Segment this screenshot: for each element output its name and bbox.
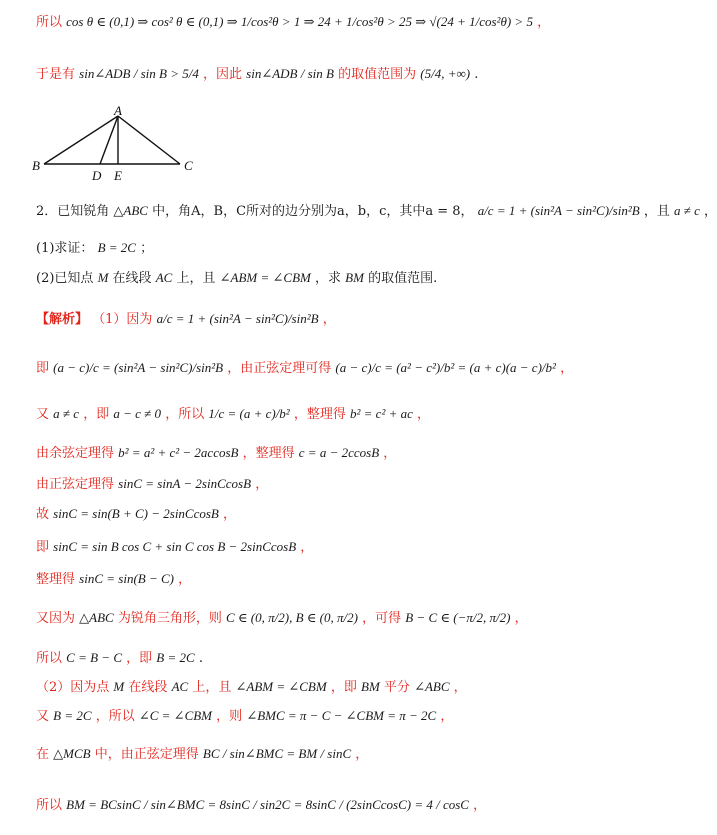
math-expr: ∠BMC = π − C − ∠CBM = π − 2C	[246, 708, 437, 723]
text: .	[474, 67, 479, 82]
text: (1)求证：	[36, 241, 94, 256]
label-c: C	[184, 158, 193, 173]
text: （1）因为	[92, 312, 153, 327]
math-expr: (a − c)/c = (a² − c²)/b² = (a + c)(a − c)/b²	[335, 360, 556, 375]
line-11	[36, 506, 236, 523]
text: ，	[322, 312, 336, 327]
math-expr: BM	[345, 270, 364, 285]
text: ，求	[314, 271, 341, 286]
text: ，且	[643, 204, 670, 219]
line-17	[36, 708, 453, 725]
text: 由正弦定理得	[36, 477, 115, 492]
math-expr: △ABC	[79, 610, 114, 625]
text: ，即	[126, 651, 153, 666]
math-expr: sin∠ADB / sin B > 5/4	[79, 66, 199, 81]
math-expr: △ABC	[113, 203, 148, 218]
math-expr: a/c = 1 + (sin²A − sin²C)/sin²B	[156, 311, 319, 326]
math-expr: B = 2C	[53, 708, 92, 723]
text: 又	[36, 709, 50, 724]
text: ，因此	[203, 67, 243, 82]
line-13	[36, 571, 191, 588]
text: ，	[453, 680, 467, 695]
text: 整理得	[36, 572, 76, 587]
triangle-figure	[30, 103, 230, 188]
label-a: A	[114, 103, 122, 118]
text: 中，角A，B，C所对的边分别为a，b，c，其中a = 8，	[152, 204, 474, 219]
text: 为锐角三角形，则	[117, 611, 222, 626]
line-18	[36, 746, 368, 763]
math-expr: AC	[155, 270, 173, 285]
math-expr: a/c = 1 + (sin²A − sin²C)/sin²B	[477, 203, 640, 218]
analysis-tag: 【解析】	[36, 312, 89, 327]
line-15	[36, 650, 203, 667]
math-expr: sinC = sin(B − C)	[79, 571, 174, 586]
text: 在线段	[128, 680, 168, 695]
math-expr: B − C ∈ (−π/2, π/2)	[405, 610, 511, 625]
text: 上，且	[176, 271, 216, 286]
text: 于是有	[36, 67, 76, 82]
line-16	[36, 679, 467, 696]
text: ，由正弦定理可得	[227, 361, 332, 376]
math-expr: sinC = sinA − 2sinCcosB	[118, 476, 252, 491]
math-expr: sinC = sin(B + C) − 2sinCcosB	[53, 506, 219, 521]
text: 2．已知锐角	[36, 204, 110, 219]
text: (2)已知点	[36, 271, 94, 286]
math-expr: b² = a² + c² − 2accosB	[118, 445, 239, 460]
math-expr: M	[113, 679, 125, 694]
math-expr: a ≠ c	[673, 203, 700, 218]
line-14	[36, 610, 528, 627]
line-6	[36, 311, 336, 328]
math-expr: a − c ≠ 0	[113, 406, 162, 421]
text: ，即	[83, 407, 110, 422]
text: ，所以	[95, 709, 135, 724]
text: 在线段	[112, 271, 152, 286]
text: 平分	[383, 680, 410, 695]
math-expr: a ≠ c	[53, 406, 80, 421]
line-10	[36, 476, 268, 493]
text: ，	[300, 540, 314, 555]
line-5	[36, 270, 437, 287]
text: ，	[383, 446, 397, 461]
math-expr: ∠C = ∠CBM	[138, 708, 213, 723]
math-expr: sin∠ADB / sin B	[246, 66, 334, 81]
line-12	[36, 539, 313, 556]
text: 所以	[36, 651, 63, 666]
label-d: D	[92, 168, 102, 183]
line-1	[36, 14, 550, 31]
math-expr: C ∈ (0, π/2), B ∈ (0, π/2)	[226, 610, 358, 625]
text: ，所以	[165, 407, 205, 422]
text: 所以	[36, 798, 63, 813]
math-expr: BC / sin∠BMC = BM / sinC	[202, 746, 352, 761]
line-7	[36, 360, 573, 377]
text: （2）因为点	[36, 680, 110, 695]
text: ；	[140, 241, 154, 256]
math-expr: ∠ABC	[414, 679, 450, 694]
math-expr: AC	[171, 679, 189, 694]
text: 所以	[36, 15, 63, 30]
text: ，	[514, 611, 528, 626]
text: 上，且	[192, 680, 232, 695]
text: ，整理得	[242, 446, 295, 461]
line-2	[36, 66, 478, 83]
text: 的取值范围为	[338, 67, 417, 82]
text: ，即	[330, 680, 357, 695]
math-expr: ∠ABM = ∠CBM	[219, 270, 311, 285]
math-expr: BM	[361, 679, 380, 694]
text: 故	[36, 507, 50, 522]
math-expr: ∠ABM = ∠CBM	[235, 679, 327, 694]
math-expr: c = a − 2ccosB	[298, 445, 380, 460]
text: 的取值范围.	[368, 271, 438, 286]
text: ，可得	[362, 611, 402, 626]
text: 中，由正弦定理得	[94, 747, 199, 762]
side-ab	[44, 116, 118, 164]
text: ，	[417, 407, 431, 422]
text: ，	[255, 477, 269, 492]
line-4	[36, 240, 153, 257]
text: 即	[36, 361, 50, 376]
math-expr: 1/c = (a + c)/b²	[208, 406, 290, 421]
label-e: E	[114, 168, 122, 183]
math-expr: B = 2C	[156, 650, 195, 665]
label-b: B	[32, 158, 40, 173]
line-19	[36, 797, 486, 814]
text: 在	[36, 747, 50, 762]
math-expr: △MCB	[53, 746, 91, 761]
text: ，	[473, 798, 487, 813]
text: ，	[560, 361, 574, 376]
math-expr: M	[97, 270, 109, 285]
segment-ad	[100, 116, 118, 164]
line-8	[36, 406, 430, 423]
math-expr: sinC = sin B cos C + sin C cos B − 2sinCcosB	[53, 539, 297, 554]
text: 由余弦定理得	[36, 446, 115, 461]
text: ，	[223, 507, 237, 522]
text: ，	[704, 204, 717, 219]
line-9	[36, 445, 396, 462]
line-3	[36, 203, 717, 220]
text: 又	[36, 407, 50, 422]
math-expr: BM = BCsinC / sin∠BMC = 8sinC / sin2C = 8sinC / (2sinCcosC) = 4 / cosC	[66, 797, 469, 812]
side-ac	[118, 116, 180, 164]
text: ，则	[216, 709, 243, 724]
text: ，	[178, 572, 192, 587]
text: .	[198, 651, 203, 666]
math-expr: cos θ ∈ (0,1) ⇒ cos² θ ∈ (0,1) ⇒ 1/cos²θ > 1 ⇒ 24 + 1/cos²θ > 25 ⇒ √(24 + 1/cos²θ) > 5	[66, 14, 533, 29]
math-expr: (5/4, +∞)	[420, 66, 471, 81]
text: ，	[537, 15, 551, 30]
math-expr: C = B − C	[66, 650, 122, 665]
text: 又因为	[36, 611, 76, 626]
text: ，	[355, 747, 369, 762]
text: ，整理得	[293, 407, 346, 422]
text: ，	[440, 709, 454, 724]
text: 即	[36, 540, 50, 555]
math-expr: b² = c² + ac	[350, 406, 413, 421]
math-expr: (a − c)/c = (sin²A − sin²C)/sin²B	[53, 360, 224, 375]
math-expr: B = 2C	[97, 240, 136, 255]
